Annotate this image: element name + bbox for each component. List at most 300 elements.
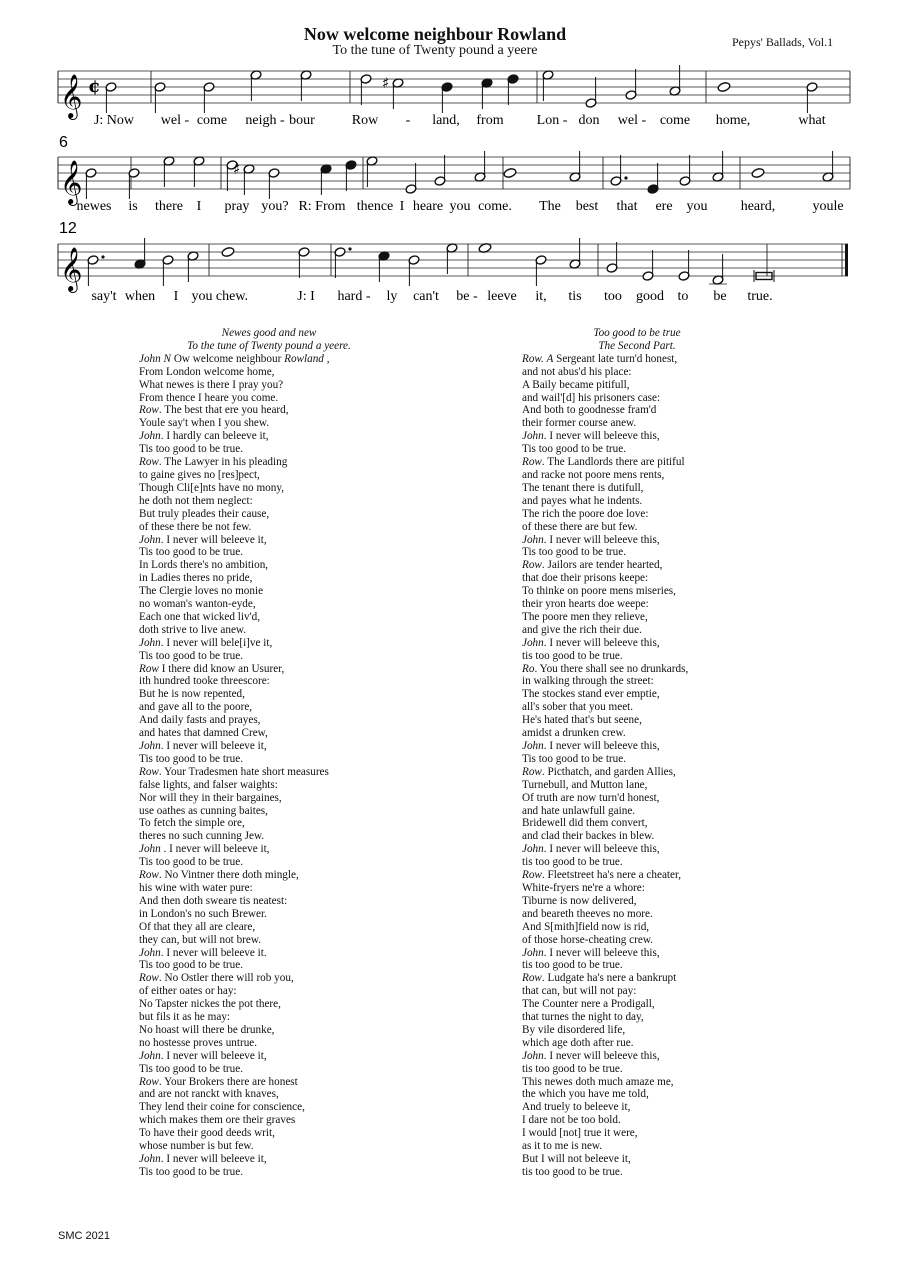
part-one-line: Nor will they in their bargaines,: [139, 791, 282, 804]
line-text: Sergeant late turn'd honest,: [553, 352, 678, 365]
note: [366, 156, 378, 187]
speaker-name: John: [139, 946, 161, 959]
speaker-name: Row: [522, 559, 542, 572]
lyric-syllable: can't: [413, 289, 439, 304]
speaker-name: John: [522, 946, 544, 959]
part-one-line: They lend their coine for conscience,: [139, 1101, 305, 1114]
note: [250, 70, 262, 101]
part-two-line: [522, 637, 842, 650]
speaker-name: Row: [139, 869, 159, 882]
part-two-line: and beareth theeves no more.: [522, 907, 653, 920]
part-two-line: By vile disordered life,: [522, 1023, 626, 1036]
part-two-line: The poore men they relieve,: [522, 610, 648, 623]
part-two-line: Tiburne is now delivered,: [522, 894, 637, 907]
part-one-line: and are not ranckt with knaves,: [139, 1088, 279, 1101]
speaker-name: John: [139, 430, 161, 443]
line-text: . Fleetstreet ha's nere a cheater,: [541, 869, 682, 882]
part-two-line: Of truth are now turn'd honest,: [522, 791, 660, 804]
lyric-syllable: wel -: [617, 113, 647, 128]
note: [806, 82, 818, 113]
lyric-syllable: I: [399, 199, 405, 214]
part-one-line: theres no such cunning Jew.: [139, 830, 265, 843]
part-two-line: their former course anew.: [522, 417, 637, 430]
footer-credit: SMC 2021: [58, 1230, 110, 1242]
note: [717, 81, 731, 92]
part-two-line: [522, 869, 842, 882]
part-two-line: [522, 430, 842, 443]
speaker-name: John: [522, 740, 544, 752]
part-one-line: no hostesse proves untrue.: [139, 1036, 258, 1049]
lyric-syllable: when: [124, 289, 156, 304]
part-one-line: [139, 430, 439, 443]
part-one-line: Tis too good to be true.: [139, 752, 244, 765]
note: [408, 255, 420, 286]
part-two-line: To thinke on poore mens miseries,: [522, 585, 676, 598]
part-one-line: Though Cli[e]nts have no mony,: [139, 481, 284, 494]
part-two-line: And S[mith]field now is rid,: [522, 920, 650, 933]
speaker-name: Rowland: [284, 352, 324, 365]
part-one-line: No Tapster nickes the pot there,: [139, 998, 281, 1011]
note: [154, 82, 166, 113]
part-one-line: no woman's wanton-eyde,: [139, 598, 256, 611]
part-two-line: This newes doth much amaze me,: [522, 1075, 674, 1088]
part-one-line: [139, 534, 439, 547]
part-two-line: and racke not poore mens rents,: [522, 468, 665, 481]
part-two-line: [522, 663, 842, 676]
lyric-syllable: bour: [289, 113, 315, 128]
note: [345, 160, 357, 191]
part-two-line: [522, 947, 842, 960]
note: [203, 82, 215, 113]
part-one-line: [139, 972, 439, 985]
final-barline: [845, 244, 848, 276]
line-text: . I never will beleeve it,: [160, 533, 267, 546]
part-one-line: Tis too good to be true.: [139, 1062, 244, 1075]
part-one-line: Tis too good to be true.: [139, 546, 244, 559]
dot: [624, 176, 627, 179]
line-text: . The Lawyer in his pleading: [158, 456, 288, 469]
note: [678, 250, 690, 281]
lyric-syllable: wel -: [160, 113, 190, 128]
lyric-syllable: pray: [224, 199, 250, 214]
note: [569, 151, 581, 182]
part-two-line: all's sober that you meet.: [522, 701, 634, 714]
part-one-title: Newes good and new: [221, 327, 317, 339]
lyric-syllable: too: [604, 289, 622, 304]
note: [446, 243, 458, 274]
part-two-line: the which you have me told,: [522, 1088, 649, 1101]
part-two-line: [522, 972, 842, 985]
dot: [101, 255, 104, 258]
note: [85, 168, 97, 199]
lyric-syllable: I: [173, 289, 179, 304]
speaker-name: John: [522, 533, 544, 546]
part-one-line: use oathes as cunning baites,: [139, 804, 268, 817]
part-one-line: And then doth sweare tis neatest:: [139, 894, 288, 907]
part-two-line: which age doth after rue.: [522, 1036, 634, 1049]
part-two-verses: [522, 353, 842, 1179]
line-text: . Jailors are tender hearted,: [541, 559, 663, 572]
treble-clef-icon: 𝄞: [60, 247, 83, 291]
part-two-line: tis too good to be true.: [522, 959, 623, 972]
note: [610, 155, 628, 186]
lyric-syllable: heare: [412, 199, 444, 214]
line-text: . I never will beleeve this,: [543, 533, 660, 546]
line-text: . Your Brokers there are honest: [158, 1075, 298, 1088]
note: [822, 151, 834, 182]
lyric-syllable: say't: [91, 289, 117, 304]
speaker-name: Row: [522, 972, 542, 985]
speaker-name: John: [139, 843, 161, 856]
part-one-line: [139, 353, 439, 366]
speaker-name: John: [139, 1049, 161, 1062]
note: [298, 247, 310, 278]
part-two-line: and clad their backes in blew.: [522, 830, 655, 843]
part-two-line: of these there are but few.: [522, 520, 638, 533]
speaker-name: Ro: [522, 662, 535, 675]
lyric-syllable: come: [196, 113, 228, 128]
line-text: . I never will beleeve this,: [543, 430, 660, 443]
note: [642, 250, 654, 281]
line-text: . I never will beleeve this,: [543, 740, 660, 752]
part-one-line: in London's no such Brewer.: [139, 907, 267, 920]
lyric-syllable: ere: [655, 199, 673, 214]
part-two-line: Bridewell did them convert,: [522, 817, 648, 830]
note: [751, 167, 765, 178]
note: [320, 164, 332, 195]
tune-subtitle: To the tune of Twenty pound a yeere: [332, 43, 538, 58]
part-one-line: What newes is there I pray you?: [139, 378, 284, 391]
part-one-line: To fetch the simple ore,: [139, 817, 245, 830]
lyric-syllable: thence: [356, 199, 394, 214]
part-two-line: [522, 766, 842, 779]
lyric-syllable: heard,: [740, 199, 776, 214]
part-two-line: And both to goodnesse fram'd: [522, 404, 657, 417]
lyric-syllable: is: [128, 199, 138, 214]
part-one-tune: To the tune of Twenty pound a yeere.: [187, 339, 351, 352]
part-two-line: and give the rich their due.: [522, 623, 642, 636]
note: [334, 247, 352, 278]
note: [474, 151, 486, 182]
note: [585, 77, 597, 108]
lyric-syllable: best: [575, 199, 599, 214]
part-two-line: [522, 843, 842, 856]
part-one-line: to gaine gives no [res]pect,: [139, 468, 260, 481]
note: [162, 255, 174, 286]
speaker-name: Row: [139, 972, 159, 985]
part-two-line: And truely to beleeve it,: [522, 1101, 631, 1114]
part-two-line: I dare not be too bold.: [522, 1114, 621, 1127]
part-one-line: Each one that wicked liv'd,: [139, 610, 260, 623]
line-text: . I never will beleeve it,: [160, 843, 270, 856]
part-one-line: of either oates or hay:: [139, 985, 237, 998]
lyric-syllable: be: [713, 289, 727, 304]
line-text: . I never will beleeve this,: [543, 636, 660, 649]
note: [405, 163, 417, 194]
speaker-name: John: [522, 430, 544, 443]
line-text: . No Ostler there will rob you,: [158, 972, 294, 985]
speaker-name: Row. A: [522, 352, 554, 365]
lyric-syllable: chew.: [215, 289, 249, 304]
note: [187, 251, 199, 282]
line-text: I there did know an Usurer,: [158, 662, 285, 675]
sharp-icon: ♯: [382, 74, 390, 92]
lyric-syllable: neigh -: [245, 113, 285, 128]
speaker-name: Row: [139, 1075, 159, 1088]
speaker-name: John: [522, 1049, 544, 1062]
lyric-syllable: you: [191, 289, 213, 304]
lyric-syllable: you: [686, 199, 708, 214]
lyric-syllable: J: Now: [93, 113, 135, 128]
part-two-line: tis too good to be true.: [522, 856, 623, 869]
part-two-line: [522, 353, 842, 366]
speaker-name: Row: [139, 456, 159, 469]
part-one-line: and gave all to the poore,: [139, 701, 253, 714]
part-one-line: But truly pleades their cause,: [139, 507, 270, 520]
part-one-line: [139, 843, 439, 856]
part-one-line: [139, 663, 439, 676]
part-two-line: [522, 740, 842, 753]
speaker-name: John: [139, 636, 161, 649]
source-reference: Pepys' Ballads, Vol.1: [732, 35, 834, 49]
note: [606, 242, 618, 273]
part-two-line: But I will not beleeve it,: [522, 1153, 631, 1165]
speaker-name: John: [139, 533, 161, 546]
part-one-line: Of that they all are cleare,: [139, 920, 256, 933]
speaker-name: John: [139, 740, 161, 752]
part-one-line: [139, 404, 439, 417]
part-one-line: Youle say't when I you shew.: [139, 417, 270, 430]
line-text: . I never will beleeve it,: [160, 1049, 267, 1062]
note: [128, 168, 140, 199]
part-two-line: [522, 1050, 842, 1063]
part-two-line: The stockes stand ever emptie,: [522, 688, 660, 701]
note: [625, 69, 637, 100]
line-text: . I never will beleeve this,: [543, 1049, 660, 1062]
part-one-line: [139, 766, 439, 779]
common-time-cut-icon: ¢: [88, 76, 101, 97]
part-one-line: [139, 869, 439, 882]
part-one-line: they can, but will not brew.: [139, 933, 261, 946]
note: [268, 168, 280, 199]
lyric-syllable: tis: [568, 289, 582, 304]
line-text: . I never will beleeve this,: [543, 843, 660, 856]
part-two-line: White-fryers ne're a whore:: [522, 881, 645, 894]
part-one-line: [139, 456, 439, 469]
lyric-syllable: newes: [76, 199, 112, 214]
note: [221, 246, 235, 257]
part-one-line: whose number is but few.: [139, 1140, 254, 1153]
part-two-line: and wail'[d] his prisoners case:: [522, 391, 661, 404]
note: [542, 70, 554, 101]
lyric-syllable: don: [578, 113, 600, 128]
part-one-line: his wine with water pure:: [139, 881, 253, 894]
part-one-line: [139, 637, 439, 650]
lyric-syllable: true.: [747, 289, 773, 304]
part-one-line: From London welcome home,: [139, 365, 275, 378]
note: [535, 255, 547, 286]
part-one-line: From thence I heare you come.: [139, 391, 279, 404]
part-two-line: Tis too good to be true.: [522, 752, 627, 765]
part-one-line: To have their good deeds writ,: [139, 1127, 275, 1140]
line-text: . I never will beleeve this,: [543, 946, 660, 959]
line-text: . I never will beleeve it,: [160, 740, 267, 752]
line-text: . No Vintner there doth mingle,: [158, 869, 299, 882]
lyric-syllable: youle: [812, 199, 844, 214]
lyric-syllable: that: [616, 199, 638, 214]
part-one-line: The Clergie loves no monie: [139, 585, 264, 598]
part-one-line: No hoast will there be drunke,: [139, 1023, 275, 1036]
part-one-line: In Lords there's no ambition,: [139, 559, 269, 572]
part-two-line: [522, 559, 842, 572]
lyric-syllable: what: [798, 113, 826, 128]
note: [105, 82, 117, 113]
part-two-line: I would [not] true it were,: [522, 1127, 638, 1140]
note: [163, 156, 175, 187]
part-two-line: Tis too good to be true.: [522, 443, 627, 456]
speaker-name: Row: [522, 765, 542, 778]
part-two-line: Tis too good to be true.: [522, 546, 627, 559]
staff-system: [58, 134, 850, 214]
part-two-line: He's hated that's but seene,: [522, 714, 642, 727]
part-one-line: But he is now repented,: [139, 688, 245, 701]
lyric-syllable: there: [155, 199, 183, 214]
note: [669, 65, 681, 96]
part-two-line: and not abus'd his place:: [522, 365, 632, 378]
part-two-line: [522, 534, 842, 547]
lyric-syllable: Row: [351, 113, 379, 128]
line-text: . Ludgate ha's nere a bankrupt: [541, 972, 677, 985]
speaker-name: Row: [522, 869, 542, 882]
part-two-line: Turnebull, and Mutton lane,: [522, 778, 648, 791]
speaker-name: John: [522, 636, 544, 649]
lyric-syllable: from: [476, 113, 504, 128]
lyric-syllable: R: From: [298, 199, 346, 214]
part-one-line: ith hundred tooke threescore:: [139, 675, 270, 688]
part-two-title: Too good to be true: [593, 327, 681, 339]
part-two-line: tis too good to be true.: [522, 1165, 623, 1178]
note: [87, 255, 105, 286]
speaker-name: Row: [139, 662, 159, 675]
note: [647, 163, 659, 194]
line-text: . The best that ere you heard,: [158, 404, 289, 417]
part-two-line: and hate unlawfull gaine.: [522, 804, 636, 817]
line-text: . Your Tradesmen hate short measures: [158, 765, 329, 778]
note: [679, 155, 691, 186]
speaker-name: Row: [139, 765, 159, 778]
staff-system: [58, 65, 850, 128]
note: [378, 251, 390, 282]
note: [712, 151, 724, 182]
part-two-line: amidst a drunken crew.: [522, 727, 626, 740]
part-one-line: [139, 1153, 439, 1166]
part-one-line: in Ladies theres no pride,: [139, 572, 253, 585]
part-two-line: tis too good to be true.: [522, 1062, 623, 1075]
part-one-line: [139, 1076, 439, 1089]
notehead: [221, 246, 235, 257]
lyric-syllable: to: [677, 289, 689, 304]
song-title: Now welcome neighbour Rowland: [303, 24, 567, 44]
part-one-line: Tis too good to be true.: [139, 649, 244, 662]
lyric-syllable: you?: [261, 199, 289, 214]
note: [193, 156, 205, 187]
measure-number: 6: [59, 134, 68, 151]
lyric-syllable: home,: [715, 113, 751, 128]
part-two-line: The Counter nere a Prodigall,: [522, 998, 655, 1011]
part-two-line: as it to me is new.: [522, 1140, 603, 1153]
part-one-line: but fils it as he may:: [139, 1011, 231, 1024]
lyric-syllable: -: [405, 113, 411, 128]
part-one-line: [139, 740, 439, 753]
part-two-line: that can, but will not pay:: [522, 985, 637, 998]
line-text: . I never will beleeve it.: [160, 946, 267, 959]
part-two-line: The rich the poore doe love:: [522, 507, 649, 520]
part-two-subtitle: The Second Part.: [598, 339, 676, 352]
line-text: . I hardly can beleeve it,: [160, 430, 269, 443]
lyric-syllable: J: I: [297, 289, 315, 304]
line-text: . I never will beleeve it,: [160, 1153, 267, 1165]
treble-clef-icon: 𝄞: [60, 74, 83, 118]
note: [569, 238, 581, 269]
lyric-syllable: be -: [456, 289, 478, 304]
note: [134, 238, 146, 269]
part-one-line: Tis too good to be true.: [139, 443, 244, 456]
note: [434, 155, 446, 186]
part-one-line: [139, 947, 439, 960]
line-text: . Picthatch, and garden Allies,: [541, 765, 676, 778]
part-one-line: and hates that damned Crew,: [139, 727, 268, 740]
part-one-line: he doth not them neglect:: [139, 494, 253, 507]
part-one-verses: [139, 353, 439, 1179]
part-two-line: their yron hearts doe weepe:: [522, 598, 649, 611]
treble-clef-icon: 𝄞: [60, 160, 83, 204]
notehead: [503, 167, 517, 178]
line-text: . You there shall see no drunkards,: [534, 662, 689, 675]
lyric-syllable: you: [449, 199, 471, 214]
part-one-line: [139, 1050, 439, 1063]
part-two-line: that turnes the night to day,: [522, 1011, 644, 1024]
lyric-syllable: come: [659, 113, 691, 128]
notehead: [717, 81, 731, 92]
note: [441, 82, 453, 113]
line-text: . The Landlords there are pitiful: [541, 456, 685, 469]
staff-system: [58, 220, 848, 304]
part-one-line: false lights, and falser waights:: [139, 778, 278, 791]
speaker-name: John: [139, 1153, 161, 1165]
measure-number: 12: [59, 220, 77, 237]
music-score: [0, 0, 904, 320]
part-two-line: in walking through the street:: [522, 675, 654, 688]
part-two-line: and payes what he indents.: [522, 494, 643, 507]
lyric-syllable: I: [196, 199, 202, 214]
part-one-line: And daily fasts and prayes,: [139, 714, 261, 727]
part-one-heading: [139, 327, 399, 353]
part-two-heading: [522, 327, 752, 353]
part-two-line: A Baily became pitifull,: [522, 378, 630, 391]
sharp-icon: ♯: [233, 160, 241, 178]
part-one-line: of these there be not few.: [139, 520, 252, 533]
notehead: [751, 167, 765, 178]
part-one-line: doth strive to live anew.: [139, 623, 247, 636]
lyric-syllable: The: [539, 199, 561, 214]
note: [507, 74, 519, 105]
note: [300, 70, 312, 101]
lyric-syllable: leeve: [487, 289, 517, 304]
part-two-line: tis too good to be true.: [522, 649, 623, 662]
part-two-line: The tenant there is dutifull,: [522, 481, 644, 494]
part-two-line: [522, 456, 842, 469]
lyric-syllable: land,: [432, 113, 460, 128]
